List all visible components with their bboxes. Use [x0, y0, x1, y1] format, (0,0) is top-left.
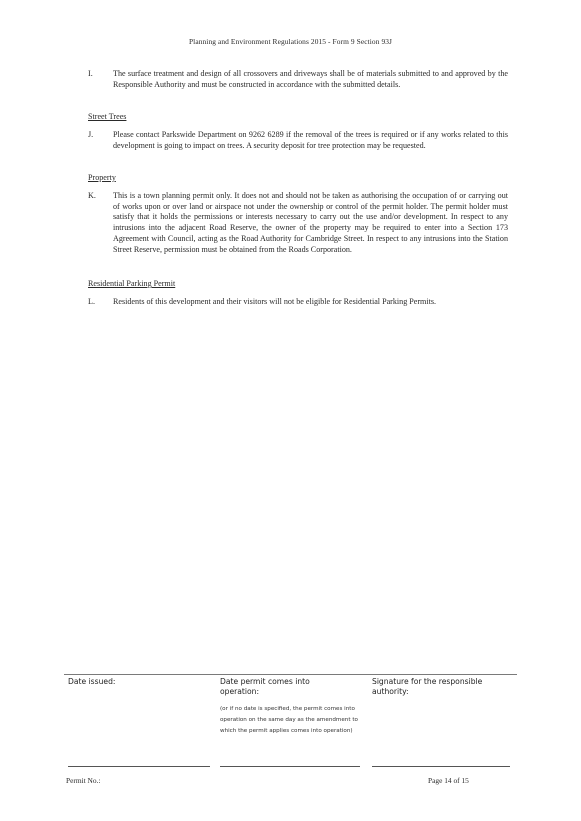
signature-line — [372, 766, 510, 767]
street-trees-heading: Street Trees — [88, 112, 127, 121]
condition-text: Please contact Parkswide Department on 9262 6289 if the removal of the trees is required or if any works related to this development is going to impact on trees. A security deposit for tree protection may be requested. — [113, 130, 508, 150]
condition-i — [88, 69, 508, 90]
date-operation-line — [220, 766, 360, 767]
footer-rule — [64, 674, 517, 675]
condition-letter: I. — [88, 69, 93, 78]
condition-text: This is a town planning permit only. It does not and should not be taken as authorising the occupation of or carrying out of works upon or over land or airspace not under the ownership or control of the permit holder. The permit holder must satisfy that it holds the permissions or interests necessary to carry out the use and/or development. In respect to any intrusions into the adjacent Road Reserve, the owner of the property may be required to enter into a Section 173 Agreement with Council, acting as the Road Authority for Cambridge Street. In respect to any intrusions into the Station Street Reserve, permission must be obtained from the Roads Corporation. — [113, 191, 508, 254]
condition-letter: J. — [88, 130, 94, 139]
condition-l — [88, 297, 508, 308]
condition-k — [88, 191, 508, 255]
condition-j — [88, 130, 508, 151]
date-operation-label: Date permit comes into operation: — [220, 677, 310, 696]
page-number: Page 14 of 15 — [428, 776, 469, 785]
property-heading: Property — [88, 173, 116, 182]
date-issued-label: Date issued: — [68, 677, 116, 686]
parking-heading: Residential Parking Permit — [88, 279, 176, 288]
operation-note: (or if no date is specified, the permit comes into operation on the same day as the amendment to which the permit applies comes into operation) — [220, 706, 358, 734]
condition-letter: K. — [88, 191, 96, 200]
document-header: Planning and Environment Regulations 2015 - Form 9 Section 93J — [188, 37, 393, 46]
signature-label: Signature for the responsible authority: — [372, 677, 483, 696]
condition-text: The surface treatment and design of all crossovers and driveways shall be of materials submitted to and approved by the Responsible Authority and must be constructed in accordance with the submitted details. — [113, 69, 508, 89]
permit-number-label: Permit No.: — [66, 776, 101, 785]
date-issued-line — [68, 766, 210, 767]
condition-letter: L. — [88, 297, 95, 306]
condition-text: Residents of this development and their visitors will not be eligible for Residential Parking Permits. — [113, 297, 437, 306]
